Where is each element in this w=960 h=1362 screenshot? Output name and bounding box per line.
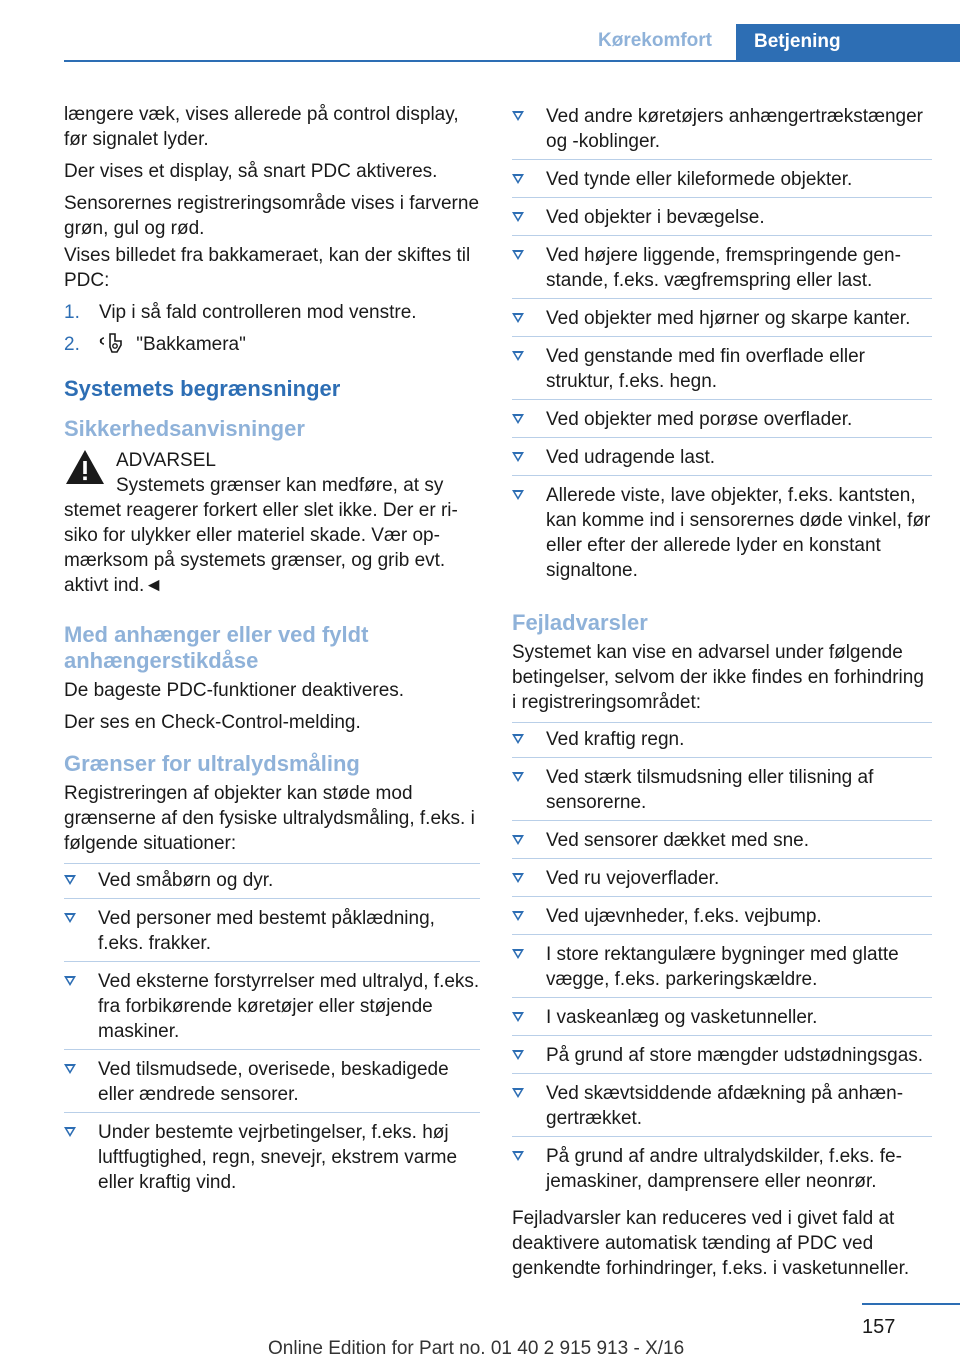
faults-list	[512, 722, 932, 1199]
triangle-bullet-icon	[64, 875, 76, 885]
left-column	[64, 102, 480, 1207]
triangle-bullet-icon	[512, 351, 524, 361]
right-column	[512, 104, 932, 1288]
trailer-paragraph: De bageste PDC-funktioner deaktiveres.	[64, 680, 405, 701]
heading-trailer: Med anhænger eller ved fyldt anhængerstikdåse	[64, 622, 369, 673]
list-item: Ved objekter i bevægelse.	[512, 205, 932, 236]
step-item	[64, 300, 480, 325]
header-active-tab-label: Betjening	[754, 31, 841, 52]
triangle-bullet-icon	[512, 949, 524, 959]
list-item: Ved personer med bestemt påklædning, f.eks. frakker.	[64, 906, 480, 962]
step-text: "Bakkamera"	[136, 334, 246, 355]
list-item: Ved ujævnheder, f.eks. vejbump.	[512, 904, 932, 935]
heading-safety: Sikkerhedsanvisninger	[64, 416, 305, 441]
triangle-bullet-icon	[64, 1127, 76, 1137]
triangle-bullet-icon	[512, 174, 524, 184]
list-item: I store rektangulære bygninger med glatte vægge, f.eks. parkeringskældre.	[512, 942, 932, 998]
list-item: Ved eksterne forstyrrelser med ultralyd, f.eks. fra forbikørende køretøjer eller støjende maskiner.	[64, 969, 480, 1050]
warning-title: ADVARSEL	[116, 450, 216, 471]
intro-paragraph: længere væk, vises allerede på control display, før signalet lyder.	[64, 104, 459, 150]
triangle-bullet-icon	[512, 212, 524, 222]
step-text: Vip i så fald controlleren mod venstre.	[99, 302, 417, 323]
list-item: Ved genstande med fin overflade eller struktur, f.eks. hegn.	[512, 344, 932, 400]
triangle-bullet-icon	[64, 976, 76, 986]
header-section-label: Kørekomfort	[598, 30, 713, 51]
triangle-bullet-icon	[512, 734, 524, 744]
steps-list	[64, 300, 480, 357]
trailer-paragraph: Der ses en Check-Control-melding.	[64, 712, 361, 733]
step-item	[64, 332, 480, 357]
triangle-bullet-icon	[512, 111, 524, 121]
triangle-bullet-icon	[512, 873, 524, 883]
warning-text: stemet reagerer forkert eller slet ikke. Der er risiko for ulykker eller materiel skade. Vær opmærksom på systemets grænser, og grib evt. aktivt ind.◄	[64, 500, 458, 596]
ultrasound-intro: Registreringen af objekter kan støde mod grænserne af den fysiske ultralydsmåling, f.eks. i følgende situationer:	[64, 783, 475, 854]
heading-ultrasound-limits: Grænser for ultralydsmåling	[64, 751, 360, 776]
triangle-bullet-icon	[512, 911, 524, 921]
list-item: Ved objekter med porøse overflader.	[512, 407, 932, 438]
triangle-bullet-icon	[512, 1050, 524, 1060]
list-item: Ved andre køretøjers anhængertrækstænger og -koblinger.	[512, 104, 932, 160]
triangle-bullet-icon	[512, 835, 524, 845]
intro-paragraph: Vises billedet fra bakkameraet, kan der skiftes til PDC:	[64, 245, 471, 291]
list-item: Ved tynde eller kileformede objekter.	[512, 167, 932, 198]
list-item: Under bestemte vejrbetingelser, f.eks. høj luftfugtighed, regn, snevejr, ekstrem varme eller kraftig vind.	[64, 1120, 480, 1200]
list-item: Allerede viste, lave objekter, f.eks. kantsten, kan komme ind i sensorernes døde vinkel, før eller efter der allerede lyder en konstant signaltone.	[512, 483, 932, 588]
list-item: Ved skævtsiddende afdækning på anhængertrækket.	[512, 1081, 932, 1137]
list-item: Ved udragende last.	[512, 445, 932, 476]
list-item: Ved kraftig regn.	[512, 727, 932, 758]
intro-paragraph: Der vises et display, så snart PDC aktiveres.	[64, 161, 438, 182]
footer-rule	[862, 1303, 960, 1305]
list-item: På grund af andre ultralydskilder, f.eks. fejemaskiner, damprensere eller neonrør.	[512, 1144, 932, 1199]
list-item: Ved småbørn og dyr.	[64, 868, 480, 899]
page-number: 157	[862, 1316, 896, 1338]
faults-outro: Fejladvarsler kan reduceres ved i givet fald at deaktivere automatisk tænding af PDC ved genkendte forhindringer, f.eks. i vasketunneller.	[512, 1208, 910, 1279]
triangle-bullet-icon	[512, 1151, 524, 1161]
intro-paragraph: Sensorernes registreringsområde vises i farverne grøn, gul og rød.	[64, 193, 480, 239]
header-rule	[64, 60, 960, 62]
triangle-bullet-icon	[512, 250, 524, 260]
edition-footer: Online Edition for Part no. 01 40 2 915 913 - X/16	[268, 1338, 685, 1359]
warning-block	[64, 448, 480, 598]
ultrasound-list	[64, 863, 480, 1200]
warning-text-first: Systemets grænser kan medføre, at sy	[116, 475, 444, 496]
step-number: 2.	[64, 334, 80, 355]
triangle-bullet-icon	[512, 414, 524, 424]
list-item: Ved højere liggende, fremspringende genstande, f.eks. vægfremspring eller last.	[512, 243, 932, 299]
step-number: 1.	[64, 302, 80, 323]
triangle-bullet-icon	[512, 772, 524, 782]
triangle-bullet-icon	[512, 1012, 524, 1022]
warning-triangle-icon	[64, 448, 106, 486]
limits-list-continued	[512, 104, 932, 588]
triangle-bullet-icon	[64, 1064, 76, 1074]
heading-system-limits: Systemets begrænsninger	[64, 376, 341, 401]
list-item: Ved tilsmudsede, overisede, beskadigede eller ændrede sensorer.	[64, 1057, 480, 1113]
list-item: På grund af store mængder udstødningsgas.	[512, 1043, 932, 1074]
page-header	[0, 0, 960, 62]
triangle-bullet-icon	[512, 1088, 524, 1098]
list-item: Ved sensorer dækket med sne.	[512, 828, 932, 859]
header-active-tab	[736, 24, 960, 62]
parking-camera-icon	[99, 332, 125, 354]
list-item: Ved stærk tilsmudsning eller tilisning af sensorerne.	[512, 765, 932, 821]
heading-fault-warnings: Fejladvarsler	[512, 610, 648, 635]
list-item: Ved objekter med hjørner og skarpe kanter.	[512, 306, 932, 337]
triangle-bullet-icon	[512, 452, 524, 462]
triangle-bullet-icon	[512, 490, 524, 500]
faults-intro: Systemet kan vise en advarsel under følgende betingelser, selvom der ikke findes en forhindring i registreringsområdet:	[512, 642, 924, 713]
list-item: Ved ru vejoverflader.	[512, 866, 932, 897]
list-item: I vaskeanlæg og vasketunneller.	[512, 1005, 932, 1036]
triangle-bullet-icon	[64, 913, 76, 923]
triangle-bullet-icon	[512, 313, 524, 323]
